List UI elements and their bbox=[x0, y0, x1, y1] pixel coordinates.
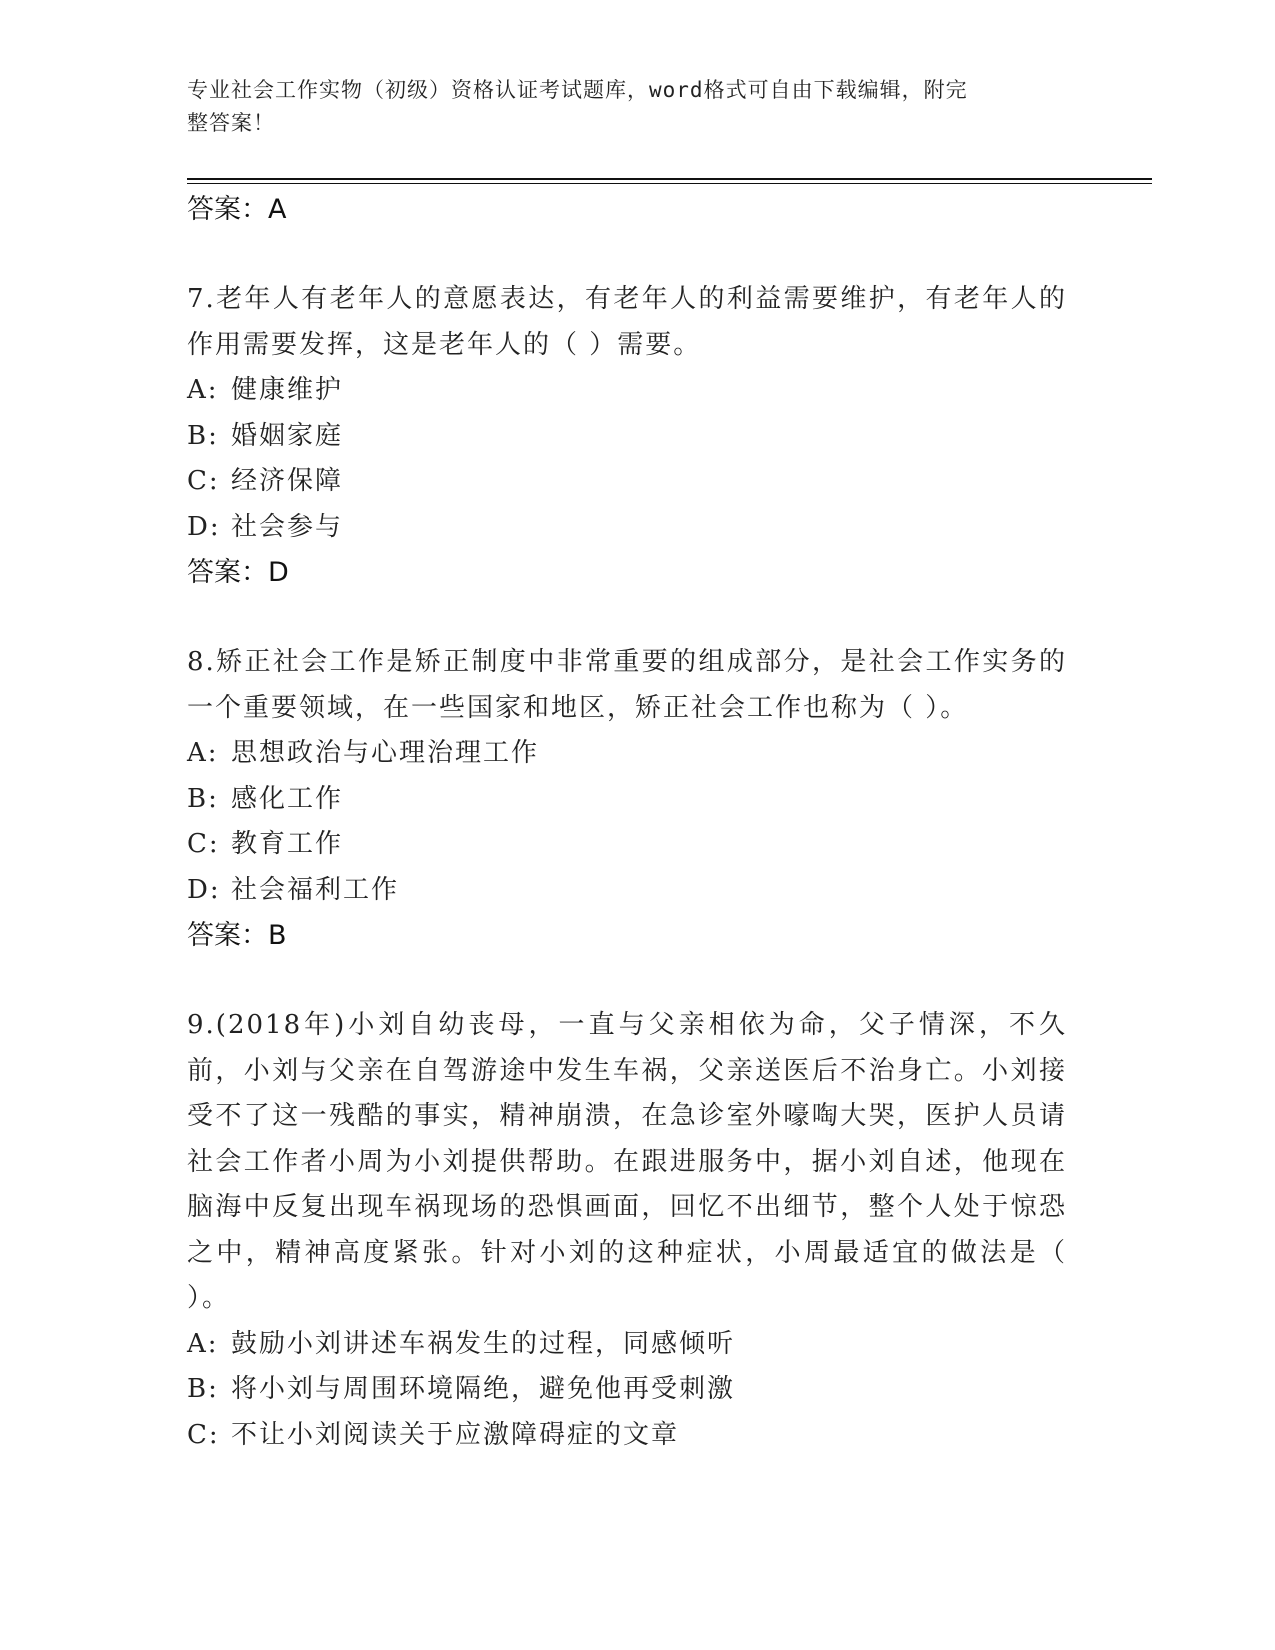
header-divider-thick bbox=[187, 178, 1152, 180]
option-text: 教育工作 bbox=[231, 829, 344, 859]
option-text: 社会参与 bbox=[231, 511, 344, 542]
option-b bbox=[187, 414, 1067, 460]
option-text: 不让小刘阅读关于应激障碍症的文章 bbox=[231, 1419, 680, 1450]
option-letter: A: bbox=[187, 375, 219, 405]
option-a bbox=[187, 1322, 1067, 1368]
option-b bbox=[187, 777, 1067, 823]
header-line-2: 整答案！ bbox=[187, 111, 275, 135]
question-text: 8.矫正社会工作是矫正制度中非常重要的组成部分，是社会工作实务的一个重要领域，在一些国家和地区，矫正社会工作也称为（ ）。 bbox=[187, 647, 1067, 723]
option-c bbox=[187, 1413, 1067, 1459]
option-letter: A: bbox=[187, 738, 219, 768]
option-letter: B: bbox=[187, 420, 219, 451]
option-text: 将小刘与周围环境隔绝，避免他再受刺激 bbox=[231, 1374, 736, 1404]
option-letter: C: bbox=[187, 1419, 220, 1450]
option-b bbox=[187, 1367, 1067, 1413]
option-letter: C: bbox=[187, 466, 220, 496]
option-c bbox=[187, 822, 1067, 868]
option-letter: B: bbox=[187, 1374, 219, 1404]
question-list bbox=[187, 187, 1067, 1458]
header-divider-thin bbox=[187, 183, 1152, 184]
answer-previous: 答案：A bbox=[187, 194, 287, 225]
option-text: 婚姻家庭 bbox=[231, 420, 344, 451]
option-text: 思想政治与心理治理工作 bbox=[231, 738, 540, 768]
option-a bbox=[187, 368, 1067, 414]
option-letter: D: bbox=[187, 874, 221, 905]
question-7 bbox=[187, 277, 1067, 595]
question-8 bbox=[187, 640, 1067, 958]
answer-8: 答案：B bbox=[187, 920, 287, 951]
option-text: 鼓励小刘讲述车祸发生的过程，同感倾听 bbox=[231, 1328, 736, 1359]
option-letter: C: bbox=[187, 829, 220, 859]
option-text: 经济保障 bbox=[231, 466, 344, 496]
answer-7: 答案：D bbox=[187, 557, 289, 588]
option-d bbox=[187, 868, 1067, 914]
question-9 bbox=[187, 1003, 1067, 1458]
option-text: 社会福利工作 bbox=[231, 874, 400, 905]
option-d bbox=[187, 505, 1067, 551]
option-c bbox=[187, 459, 1067, 505]
option-a bbox=[187, 731, 1067, 777]
question-text: 9.(2018年)小刘自幼丧母，一直与父亲相依为命，父子情深，不久前，小刘与父亲在自驾游途中发生车祸，父亲送医后不治身亡。小刘接受不了这一残酷的事实，精神崩溃，在急诊室外嚎啕大哭，医护人员请社会工作者小周为小刘提供帮助。在跟进服务中，据小刘自述，他现在脑海中反复出现车祸现场的恐惧画面，回忆不出细节，整个人处于惊恐之中，精神高度紧张。针对小刘的这种症状，小周最适宜的做法是（ ）。 bbox=[187, 1010, 1067, 1313]
option-text: 感化工作 bbox=[231, 783, 344, 814]
option-letter: A: bbox=[187, 1328, 219, 1359]
option-text: 健康维护 bbox=[231, 375, 344, 405]
page-header bbox=[187, 74, 1067, 140]
option-letter: B: bbox=[187, 783, 219, 814]
option-letter: D: bbox=[187, 511, 221, 542]
question-text: 7.老年人有老年人的意愿表达，有老年人的利益需要维护，有老年人的作用需要发挥，这是老年人的（ ）需要。 bbox=[187, 284, 1067, 360]
header-line-1: 专业社会工作实物（初级）资格认证考试题库，word格式可自由下载编辑，附完 bbox=[187, 78, 968, 102]
